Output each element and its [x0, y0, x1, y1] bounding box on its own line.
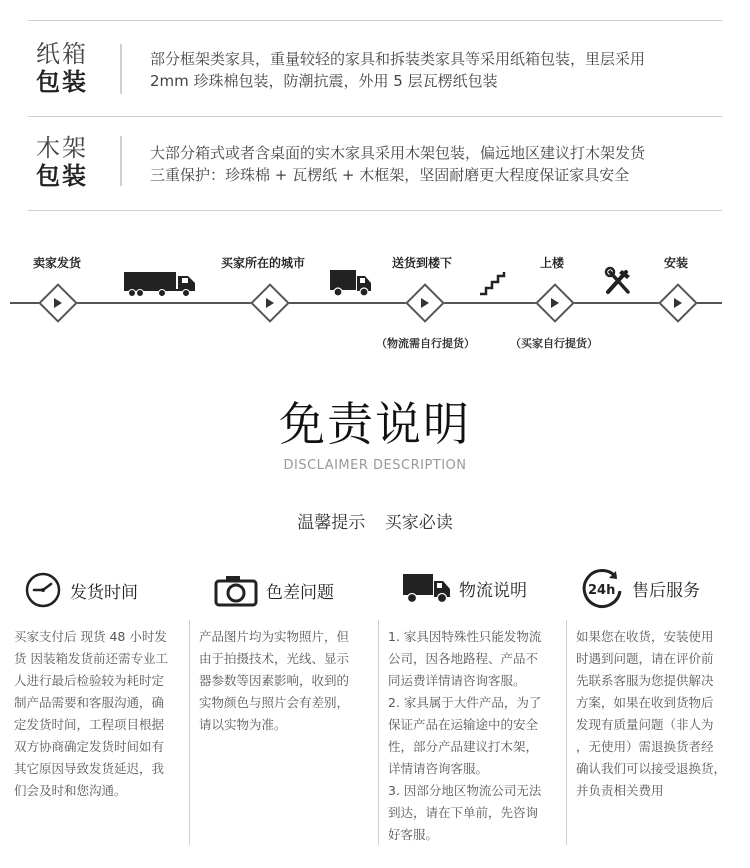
wood-desc-line2: 三重保护：珍珠棉 + 瓦楞纸 + 木框架，坚固耐磨更大程度保证家具安全 — [150, 166, 630, 184]
text-line: 保证产品在运输途中的安全 — [388, 717, 539, 732]
step-deliver-downstairs: 送货到楼下 — [392, 256, 453, 270]
middle-divider — [28, 116, 722, 117]
text-line: 如果您在收货，安装使用 — [576, 629, 714, 644]
text-line: 们会及时和您沟通。 — [14, 783, 127, 798]
wood-desc-line1: 大部分箱式或者含桌面的实木家具采用木架包装，偏远地区建议打木架发货 — [150, 144, 646, 162]
flow-node-1 — [38, 283, 78, 323]
shipping-time-text — [14, 626, 179, 802]
logistics-header — [403, 568, 527, 608]
carton-desc-line2: 2mm 珍珠棉包装，防潮抗震，外用 5 层瓦楞纸包装 — [150, 72, 498, 90]
24h-icon — [580, 567, 624, 609]
text-line: 好客服。 — [388, 827, 439, 842]
text-line: 请以实物为准。 — [199, 717, 287, 732]
flow-node-4 — [535, 283, 575, 323]
tools-icon — [604, 266, 634, 296]
disclaimer-subtitle: DISCLAIMER DESCRIPTION — [283, 458, 467, 473]
column-separator-1 — [189, 620, 190, 845]
text-line: 实物颜色与照片会有差别， — [199, 695, 350, 710]
wood-packaging-title — [30, 134, 94, 190]
warm-tip: 温馨提示 买家必读 — [297, 513, 453, 533]
top-divider — [28, 20, 722, 21]
text-line: 详情请咨询客服。 — [388, 761, 489, 776]
text-line: 由于拍摄技术，光线、显示 — [199, 651, 350, 666]
carton-packaging-desc — [150, 48, 730, 92]
stairs-icon — [478, 270, 514, 296]
text-line: 并负责相关费用 — [576, 783, 664, 798]
truck-icon — [403, 572, 451, 604]
color-diff-label: 色差问题 — [266, 582, 334, 603]
text-line: 制产品需要和客服沟通，确 — [14, 695, 165, 710]
after-sales-header — [580, 568, 700, 608]
text-line: 双方协商确定发货时间如有 — [14, 739, 165, 754]
flow-line — [10, 302, 722, 304]
text-line: 买家支付后 现货 48 小时发 — [14, 629, 167, 644]
color-diff-text — [199, 626, 364, 736]
color-diff-header — [214, 570, 334, 610]
text-line: 2. 家具属于大件产品，为了 — [388, 695, 542, 710]
text-line: 公司，因各地路程、产品不 — [388, 651, 539, 666]
text-line: ，无使用）需退换货者经 — [576, 739, 714, 754]
flow-node-3 — [405, 283, 445, 323]
flow-node-2 — [250, 283, 290, 323]
text-line: 器参数等因素影响，收到的 — [199, 673, 350, 688]
text-line: 货 因装箱发货前还需专业工 — [14, 651, 168, 666]
carton-desc-line1: 部分框架类家具，重量较轻的家具和拆装类家具等采用纸箱包装，里层采用 — [150, 50, 646, 68]
text-line: 1. 家具因特殊性只能发物流 — [388, 629, 542, 644]
logistics-text — [388, 626, 553, 846]
wood-title-line1: 木架 — [36, 134, 88, 162]
step-install: 安装 — [664, 256, 689, 270]
note-buyer-pickup: （买家自行提货） — [510, 337, 598, 350]
text-line: 产品图片均为实物照片，但 — [199, 629, 350, 644]
text-line: 先联系客服为您提供解决 — [576, 673, 714, 688]
step-upstairs: 上楼 — [540, 256, 565, 270]
svg-text:24h: 24h — [588, 583, 616, 598]
carton-title-line2: 包装 — [36, 68, 88, 96]
wood-vertical-bar — [120, 136, 122, 186]
shipping-time-label: 发货时间 — [70, 582, 138, 603]
logistics-label: 物流说明 — [459, 580, 527, 601]
column-separator-3 — [566, 620, 567, 845]
bottom-divider — [28, 210, 722, 211]
clock-icon — [24, 571, 62, 609]
text-line: 定发货时间，工程项目根据 — [14, 717, 165, 732]
text-line: 时遇到问题，请在评价前 — [576, 651, 714, 666]
text-line: 3. 因部分地区物流公司无法 — [388, 783, 542, 798]
text-line: 其它原因导致发货延迟，我 — [14, 761, 165, 776]
text-line: 确认我们可以接受退换货， — [576, 761, 727, 776]
step-buyer-city: 买家所在的城市 — [221, 256, 306, 270]
after-sales-text — [576, 626, 741, 802]
text-line: 同运费详情请咨询客服。 — [388, 673, 526, 688]
after-sales-label: 售后服务 — [632, 580, 700, 601]
freight-truck-icon — [124, 270, 198, 298]
disclaimer-title-bold: 免责 — [279, 397, 375, 451]
delivery-truck-icon — [330, 268, 372, 298]
carton-vertical-bar — [120, 44, 122, 94]
text-line: 发现有质量问题（非人为 — [576, 717, 714, 732]
flow-node-5 — [658, 283, 698, 323]
shipping-time-header — [24, 570, 138, 610]
carton-packaging-title — [30, 40, 94, 96]
note-logistics-pickup: （物流需自行提货） — [376, 337, 475, 350]
text-line: 方案，如果在收到货物后 — [576, 695, 714, 710]
text-line: 性，部分产品建议打木架， — [388, 739, 539, 754]
disclaimer-title-light: 说明 — [375, 397, 471, 451]
carton-title-line1: 纸箱 — [36, 40, 88, 68]
wood-packaging-desc — [150, 142, 730, 186]
text-line: 到达，请在下单前，先咨询 — [388, 805, 539, 820]
step-seller-ship: 卖家发货 — [33, 256, 82, 270]
wood-title-line2: 包装 — [36, 162, 88, 190]
text-line: 人进行最后检验较为耗时定 — [14, 673, 165, 688]
camera-icon — [214, 573, 258, 607]
column-separator-2 — [378, 620, 379, 845]
disclaimer-title — [0, 388, 750, 454]
